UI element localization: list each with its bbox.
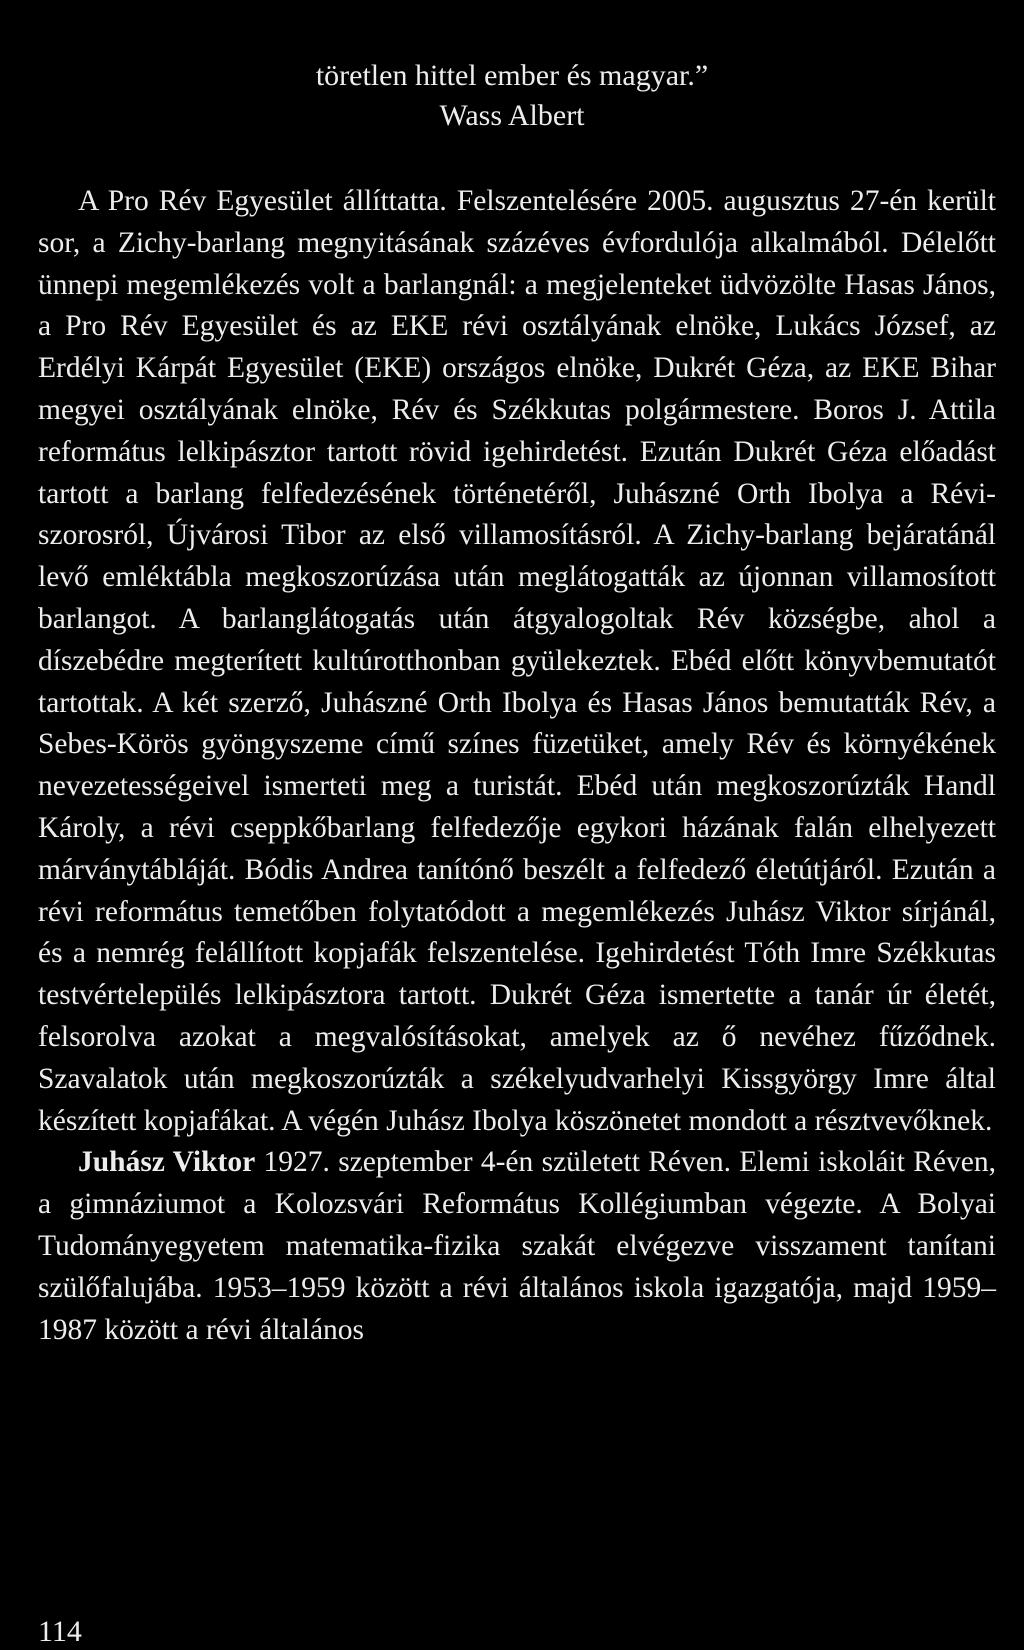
paragraph-memorial: A Pro Rév Egyesület állíttatta. Felszentelésére 2005. augusztus 27-én került sor, a Zichy-barlang megnyitásának százéves évfordulója alkalmából. Délelőtt ünnepi megemlékezés volt a barlangnál: a megjelenteket üdvözölte Hasas János, a Pro Rév Egyesület és az EKE révi osztályának elnöke, Lukács József, az Erdélyi Kárpát Egyesület (EKE) országos elnöke, Dukrét Géza, az EKE Bihar megyei osztályának elnöke, Rév és Székkutas polgármestere. Boros J. Attila református lelkipásztor tartott rövid igehirdetést. Ezután Dukrét Géza előadást tartott a barlang felfedezésének történetéről, Juhászné Orth Ibolya a Révi-szorosról, Újvárosi Tibor az első villamosításról. A Zichy-barlang bejáratánál levő emléktábla megkoszorúzása után meglátogatták az újonnan villamosított barlangot. A barlanglátogatás után átgyalogoltak Rév községbe, ahol a díszebédre megterített kultúrotthonban gyülekeztek. Ebéd előtt könyvbemutatót tartottak. A két szerző, Juhászné Orth Ibolya és Hasas János bemutatták Rév, a Sebes-Körös gyöngyszeme című színes füzetüket, amely Rév és környékének nevezetességeivel ismerteti meg a turistát. Ebéd után megkoszorúzták Handl Károly, a révi cseppkőbarlang felfedezője egykori házának falán elhelyezett márványtábláját. Bódis Andrea tanítónő beszélt a felfedező életútjáról. Ezután a révi református temetőben folytatódott a megemlékezés Juhász Viktor sírjánál, és a nemrég felállított kopjafák felszentelése. Igehirdetést Tóth Imre Székkutas testvértelepülés lelkipásztora tartott. Dukrét Géza ismertette a tanár úr életét, felsorolva azokat a megvalósításokat, amelyek az ő nevéhez fűződnek. Szavalatok után megkoszorúzták a székelyudvarhelyi Kissgyörgy Imre által készített kopjafákat. A végén Juhász Ibolya köszönetet mondott a résztvevőknek. (38, 185, 996, 1137)
biography-name: Juhász Viktor (78, 1146, 256, 1179)
biography-text: 1927. szeptember 4-én született Réven. Elemi iskoláit Réven, a gimnáziumot a Kolozsvári Református Kollégiumban végezte. A Bolyai Tudományegyetem matematika-fizika szakát elvégezve visszament tanítani szülőfalujába. 1953–1959 között a révi általános iskola igazgatója, majd 1959–1987 között a révi általános (38, 1146, 996, 1346)
quote-text: töretlen hittel ember és magyar.” (315, 59, 709, 92)
paragraph-biography (38, 1142, 996, 1351)
body-text (38, 181, 996, 1351)
page-number: 114 (38, 1615, 82, 1648)
quote-author: Wass Albert (439, 99, 585, 132)
